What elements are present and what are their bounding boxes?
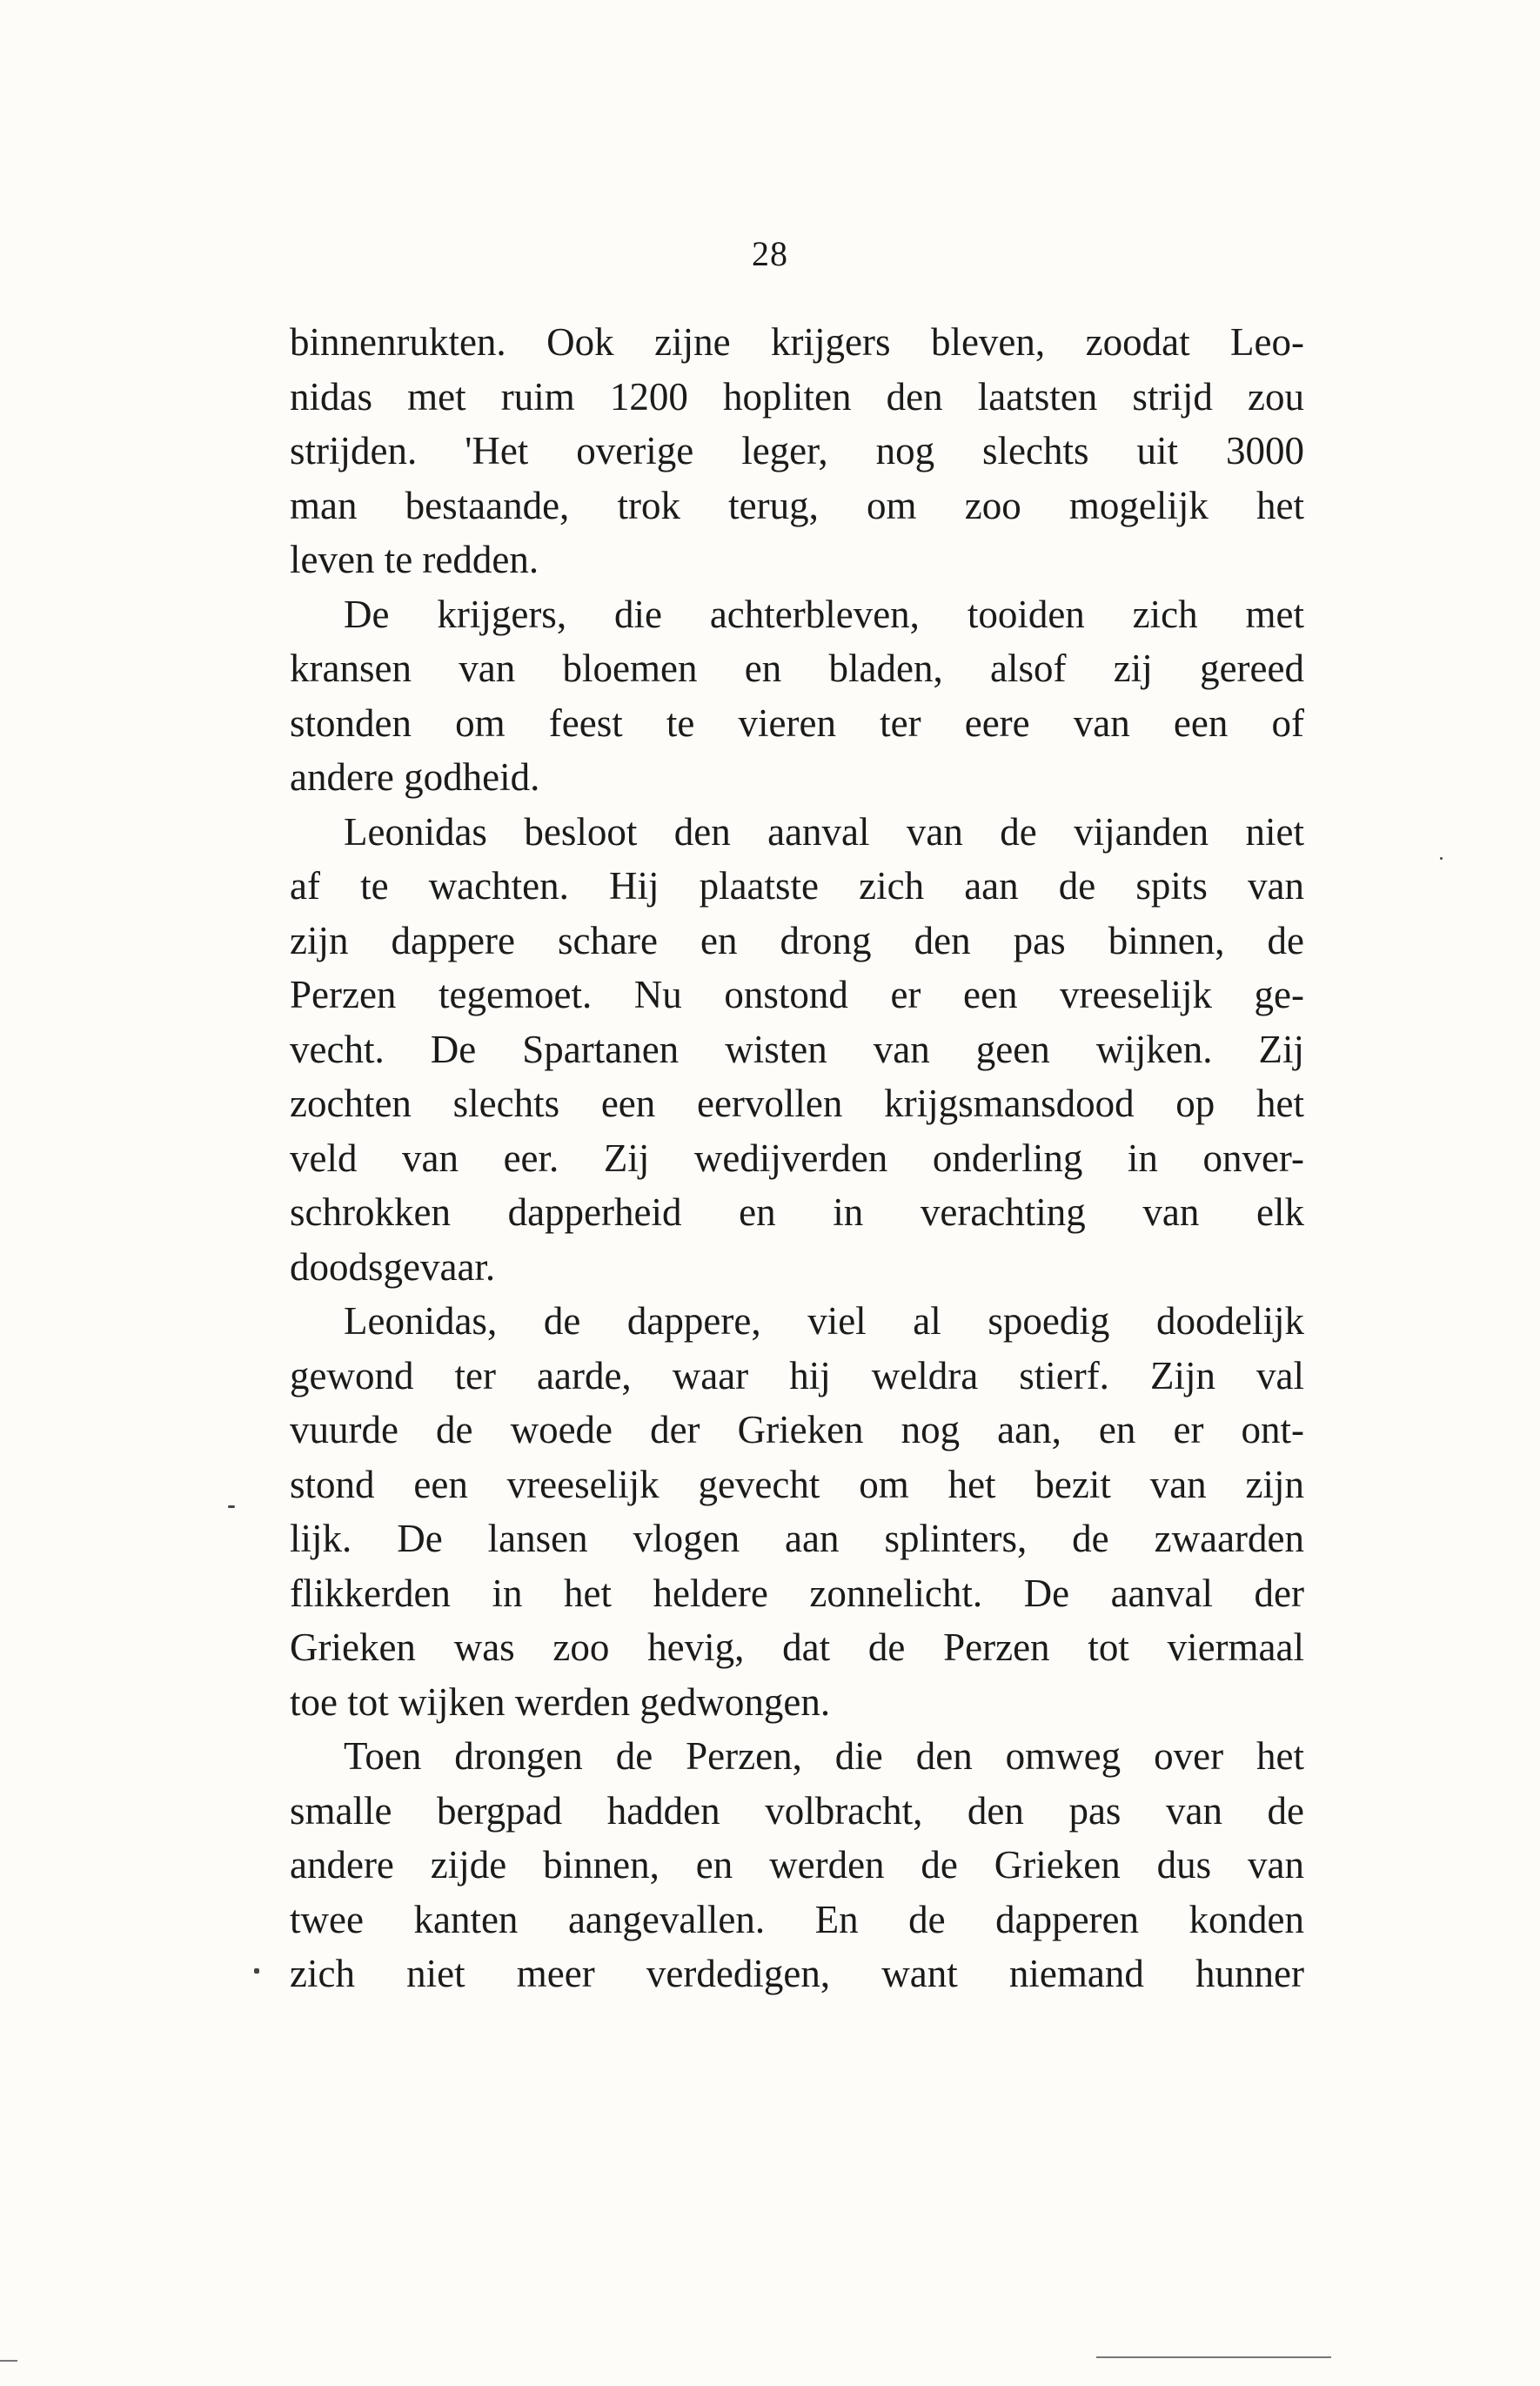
text-line: gewond ter aarde, waar hij weldra stierf. Zijn val bbox=[290, 1353, 1304, 1397]
text-line: binnenrukten. Ook zijne krijgers bleven, zoodat Leo- bbox=[290, 320, 1304, 364]
text-line: zich niet meer verdedigen, want niemand hunner bbox=[290, 1952, 1304, 1995]
text-line: schrokken dapperheid en in verachting van elk bbox=[290, 1190, 1304, 1234]
text-line: vecht. De Spartanen wisten van geen wijken. Zij bbox=[290, 1027, 1304, 1071]
text-line: andere godheid. bbox=[290, 755, 540, 799]
text-line: Leonidas besloot den aanval van de vijanden niet bbox=[344, 809, 1304, 854]
text-line: lijk. De lansen vlogen aan splinters, de zwaarden bbox=[290, 1517, 1304, 1560]
text-line: stonden om feest te vieren ter eere van een of bbox=[290, 700, 1304, 745]
text-line: zijn dappere schare en drong den pas binnen, de bbox=[290, 918, 1304, 962]
text-line: zochten slechts een eervollen krijgsmansdood op het bbox=[290, 1082, 1304, 1125]
text-line: leven te redden. bbox=[290, 538, 539, 581]
scan-speck bbox=[1440, 857, 1443, 860]
text-line: toe tot wijken werden gedwongen. bbox=[290, 1679, 831, 1724]
scan-edge-line bbox=[1096, 2356, 1331, 2358]
text-line: stond een vreeselijk gevecht om het bezit van zijn bbox=[290, 1462, 1304, 1506]
text-line: nidas met ruim 1200 hopliten den laatsten strijd zou bbox=[290, 374, 1304, 419]
text-line: vuurde de woede der Grieken nog aan, en er ont- bbox=[290, 1408, 1304, 1451]
text-line: Perzen tegemoet. Nu onstond er een vreeselijk ge- bbox=[290, 973, 1304, 1016]
text-line: Grieken was zoo hevig, dat de Perzen tot viermaal bbox=[290, 1625, 1304, 1669]
text-line: veld van eer. Zij wedijverden onderling in onver- bbox=[290, 1136, 1304, 1180]
text-line: flikkerden in het heldere zonnelicht. De aanval der bbox=[290, 1571, 1304, 1615]
scan-speck bbox=[254, 1968, 259, 1974]
text-line: kransen van bloemen en bladen, alsof zij gereed bbox=[290, 647, 1304, 690]
page-number: 28 bbox=[752, 234, 788, 273]
text-line: strijden. 'Het overige leger, nog slechts uit 3000 bbox=[290, 429, 1304, 473]
body-text bbox=[290, 315, 1304, 2001]
text-line: andere zijde binnen, en werden de Grieken dus van bbox=[290, 1843, 1304, 1887]
text-line: twee kanten aangevallen. En de dapperen konden bbox=[290, 1897, 1304, 1941]
text-line: Leonidas, de dappere, viel al spoedig doodelijk bbox=[344, 1299, 1304, 1343]
text-line: af te wachten. Hij plaatste zich aan de spits van bbox=[290, 864, 1304, 908]
scan-edge-line bbox=[0, 2360, 17, 2362]
text-line: man bestaande, trok terug, om zoo mogelijk het bbox=[290, 483, 1304, 527]
text-line: De krijgers, die achterbleven, tooiden zich met bbox=[344, 592, 1304, 636]
text-line: Toen drongen de Perzen, die den omweg over het bbox=[344, 1734, 1304, 1778]
scan-speck bbox=[228, 1505, 235, 1508]
text-line: smalle bergpad hadden volbracht, den pas van de bbox=[290, 1788, 1304, 1833]
text-line: doodsgevaar. bbox=[290, 1244, 496, 1289]
